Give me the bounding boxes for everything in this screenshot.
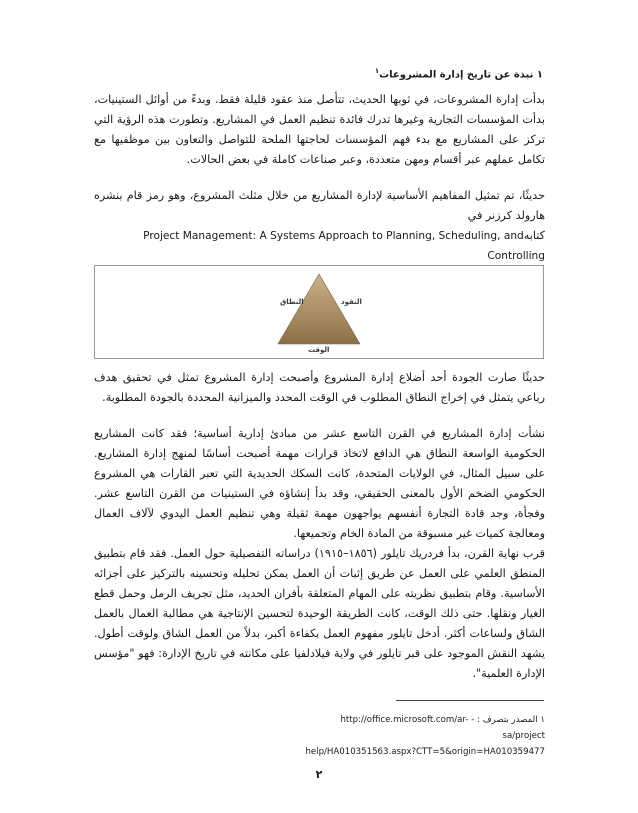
paragraph-taylor: قرب نهاية القرن، بدأ فردريك تايلور (١٨٥٦–١٩١٥) دراساته التفصيلية حول العمل. فقد قام بتطبيق المنطق العلمي على العمل عن طريق إثبات أن العمل يمكن تحليله وتحسينه بالتركيز على أجزائه الأساسية. وقام بتطبيق نظريته على المهام المتعلقة بأفران الحديد، مثل تجريف الرمل وحمل قطع الغيار ونقلها. حتى ذلك الوقت، كانت الطريقة الوحيدة لتحسين الإنتاجية هي مطالبة العمال بالعمل الشاق ولساعات أكثر. أدخل تايلور مفهوم العمل بكفاءة أكبر، بدلاً من العمل الشاق ولوقت أطول. يشهد النقش الموجود على قبر تايلور في ولاية فيلادلفيا على مكانته في تاريخ الإدارة: فهو "مؤسس الإدارة العلمية". bbox=[94, 547, 545, 680]
triangle-shape bbox=[278, 274, 360, 344]
paragraph-project-triangle-text: حديثًا، تم تمثيل المفاهيم الأساسية لإدارة المشاريع من خلال مثلث المشروع، وهو رمز قام بنشره هارولد كرزنر في bbox=[94, 189, 545, 222]
project-triangle-figure bbox=[94, 265, 544, 359]
label-money: النقود bbox=[341, 298, 362, 306]
paragraph-early-history: بدأت إدارة المشروعات، في ثوبها الحديث، تتأصل منذ عقود قليلة فقط. وبدءً من أوائل الستينيات، بدأت المؤسسات التجارية وغيرها تدرك فائدة تنظيم العمل في المشاريع. وتطورت هذه الرؤية التي تركز على المشاريع مع بدء فهم المؤسسات لحاجتها الملحة للتواصل والتعاون بين موظفيها مع تكامل عملهم عبر أقسام ومهن متعددة، وعبر صناعات كاملة في بعض الحالات. bbox=[94, 93, 545, 166]
footnote-separator bbox=[396, 700, 544, 701]
label-time: الوقت bbox=[308, 346, 330, 354]
label-scope: النطاق bbox=[280, 298, 304, 306]
footnote-url-part-2[interactable]: help/HA010351563.aspx?CTT=5&origin=HA010359477 bbox=[305, 747, 545, 757]
book-title: Project Management: A Systems Approach to Planning, Scheduling, and Controlling bbox=[143, 230, 545, 262]
paragraph-19th-century: نشأت إدارة المشاريع في القرن التاسع عشر من مبادئ إدارية أساسية؛ فقد كانت المشاريع الحكومية الواسعة النطاق هي الدافع لاتخاذ قرارات مهمة أصبحت أساسًا لمنهج إدارة المشاريع. على سبيل المثال، في الولايات المتحدة، كانت السكك الحديدية التي تعبر القارات هي المشروع الحكومي الضخم الأول بالمعنى الحقيقي، وقد بدأ إنشاؤه في الستينيات من القرن التاسع عشر. وفجأة، وجد قادة التجارة أنفسهم يواجهون مهمة ثقيلة وهي تنظيم العمل اليدوي لآلاف العمال ومعالجة كميات غير مسبوقة من المادة الخام وتجميعها. bbox=[94, 427, 545, 540]
footnote bbox=[300, 712, 545, 760]
section-heading bbox=[143, 67, 543, 80]
project-triangle-diagram bbox=[95, 266, 543, 358]
footnote-label: المصدر بتصرف : - bbox=[471, 715, 538, 725]
paragraph-quality: حديثًا صارت الجودة أحد أضلاع إدارة المشروع وأصبحت إدارة المشروع تمثل في تحقيق هدف رباعي يتمثل في إخراج النطاق المطلوب في الوقت المحدد والميزانية المحددة بالجودة المطلوبة. bbox=[94, 371, 545, 404]
heading-text: نبذة عن تاريخ إدارة المشروعات bbox=[379, 69, 534, 81]
footnote-line-2 bbox=[300, 744, 545, 760]
heading-footnote-ref: ١ bbox=[374, 67, 380, 75]
heading-number: ١ bbox=[536, 69, 543, 81]
book-prefix: كتابه bbox=[523, 229, 545, 242]
footnote-url-part-1[interactable]: http://office.microsoft.com/ar-sa/project bbox=[340, 715, 545, 741]
footnote-line-1 bbox=[300, 712, 545, 744]
book-reference bbox=[94, 226, 545, 266]
paragraph-project-triangle bbox=[94, 186, 545, 266]
page-number: ٢ bbox=[315, 768, 323, 781]
footnote-number: ١ bbox=[540, 715, 545, 725]
